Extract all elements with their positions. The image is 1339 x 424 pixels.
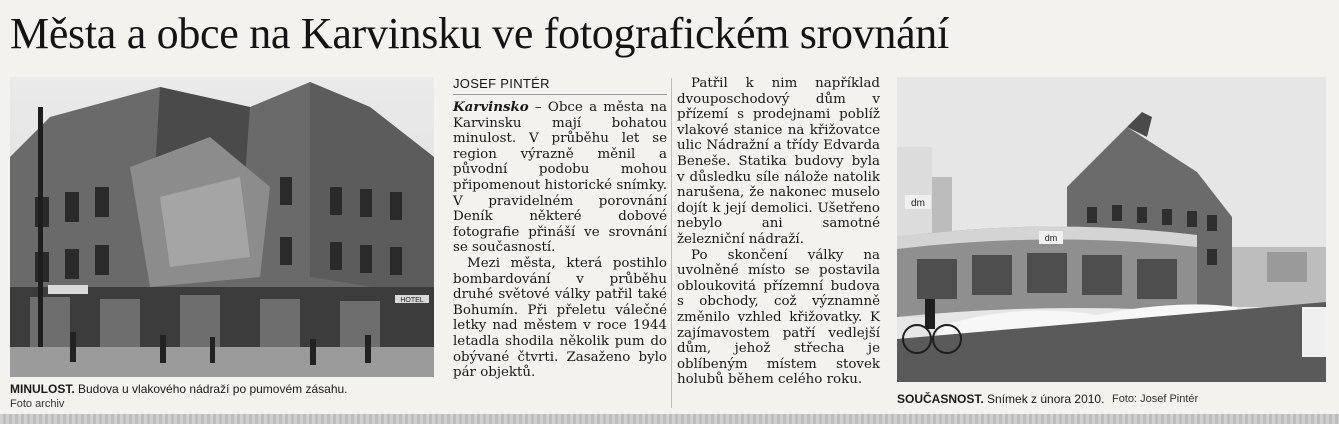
- article-column-1: [453, 100, 667, 381]
- article-paragraph: [453, 100, 667, 256]
- present-photo-credit: Foto: Josef Pintér: [1112, 393, 1199, 405]
- article-paragraph: Po skončení války na uvolněné místo se postavila obloukovitá přízemní budova s obchody, což významně změnilo vzhled křižovatky. K zajímavostem patří vedlejší dům, jehož střecha je oblíbeným místem stovek holubů během celého roku.: [677, 247, 880, 388]
- historic-photo-credit: Foto archiv: [10, 398, 65, 410]
- historic-photo-caption: [10, 381, 434, 397]
- caption-label-past: MINULOST.: [10, 382, 75, 396]
- store-sign: dm: [1044, 233, 1058, 243]
- present-building-image: [897, 77, 1326, 382]
- page-bottom-rule: [0, 414, 1339, 424]
- caption-text-past: Budova u vlakového nádraží po pumovém zásahu.: [74, 382, 348, 396]
- dateline: Karvinsko: [453, 99, 529, 115]
- article-paragraph: Mezi města, která postihlo bombardování v průběhu druhé světové války patřil také Bohumín. Při přeletu válečné letky nad městem v roce 1944 letadla shodila několik pum do obývané čtvrti. Zasaženo bylo pár objektů.: [453, 255, 667, 381]
- paragraph-text: – Obce a města na Karvinsku mají bohatou minulost. V průběhu let se region výrazně měnil a původní podobu mohou připomenout historické snímky. V pravidelném porovnání Deník některé dobové fotografie přináší ve srovnání se současností.: [453, 100, 667, 256]
- article-paragraph: Patřil k nim například dvouposchodový dům v přízemí s prodejnami poblíž vlakové stanice na křižovatce ulic Nádražní a třídy Edvarda Beneše. Statika budovy byla v důsledku síle nálože natolik narušena, že nakonec muselo dojít k její demolici. Ušetřeno nebylo ani samotné železniční nádraží.: [677, 76, 880, 247]
- hotel-sign: HOTEL: [400, 297, 424, 304]
- caption-label-present: SOUČASNOST.: [897, 392, 984, 406]
- column-divider: [671, 78, 672, 408]
- present-photo: [897, 77, 1326, 382]
- article-headline: Města a obce na Karvinsku ve fotografickém srovnání: [10, 9, 949, 58]
- historic-photo: [10, 77, 434, 377]
- caption-text-present: Snímek z února 2010.: [983, 392, 1105, 406]
- author-byline: JOSEF PINTÉR: [453, 76, 667, 95]
- bombed-building-image: [10, 77, 434, 377]
- article-column-2: [677, 76, 880, 388]
- store-sign: dm: [911, 198, 925, 209]
